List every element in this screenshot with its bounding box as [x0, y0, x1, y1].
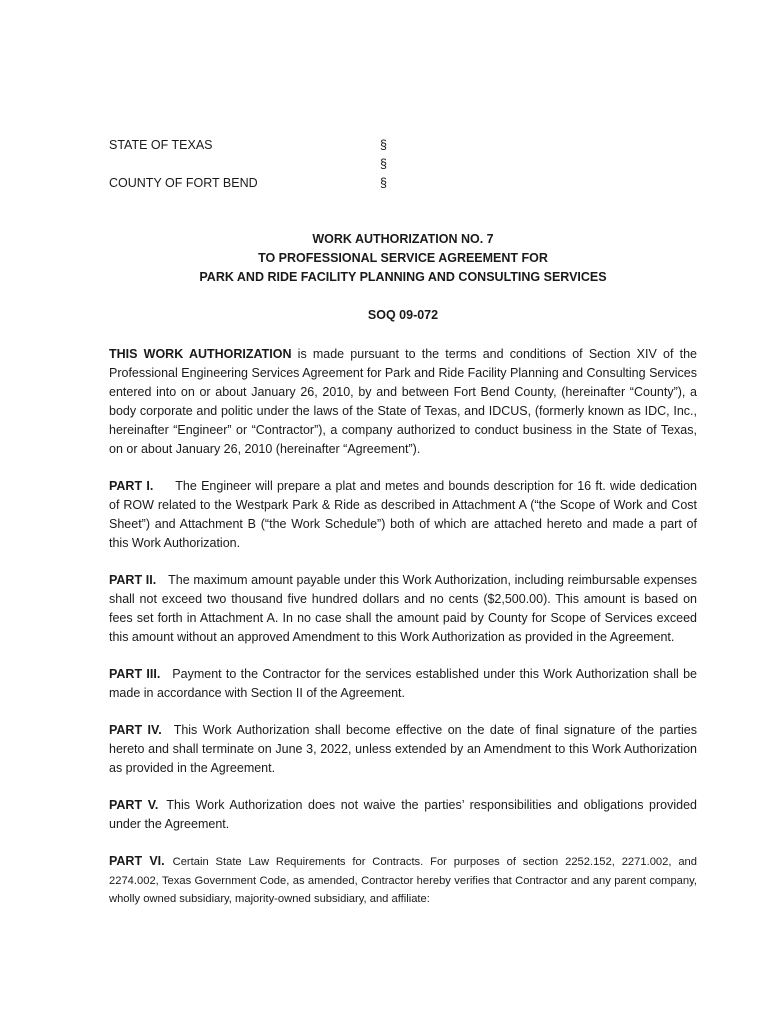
part-1-paragraph: [109, 477, 697, 553]
part-5-paragraph: [109, 796, 697, 834]
title-line-1: WORK AUTHORIZATION NO. 7: [312, 232, 494, 246]
part-3-paragraph: [109, 665, 697, 703]
venue-county-row: [109, 174, 429, 193]
document-title-block: [109, 230, 697, 325]
intro-text: is made pursuant to the terms and conditions of Section XIV of the Professional Engineering Services Agreement for Park and Ride Facility Planning and Consulting Services entered into on or about January 26, 2010, by and between Fort Bend County, (hereinafter “County”), a body corporate and politic under the laws of the State of Texas, and IDCUS, (formerly known as IDC, Inc., hereinafter “Engineer” or “Contractor”), a company authorized to conduct business in the State of Texas, on or about January 26, 2010 (hereinafter “Agreement”).: [109, 347, 697, 456]
soq-number: SOQ 09-072: [367, 308, 439, 322]
venue-block: [109, 136, 429, 193]
part-label: PART IV.: [109, 723, 162, 737]
title-line-3: PARK AND RIDE FACILITY PLANNING AND CONSULTING SERVICES: [199, 270, 607, 284]
venue-middle-row: [109, 155, 429, 174]
document-body: [109, 345, 697, 927]
part-text: This Work Authorization shall become effective on the date of final signature of the parties hereto and shall terminate on June 3, 2022, unless extended by an Amendment to this Work Authorization as provided in the Agreement.: [109, 723, 697, 775]
part-text: Payment to the Contractor for the services established under this Work Authorization shall be made in accordance with Section II of the Agreement.: [109, 667, 697, 700]
part-2-paragraph: [109, 571, 697, 647]
section-symbol: §: [380, 138, 387, 152]
part-label: PART III.: [109, 667, 161, 681]
section-symbol: §: [380, 157, 387, 171]
part-text: The Engineer will prepare a plat and metes and bounds description for 16 ft. wide dedication of ROW related to the Westpark Park & Ride as described in Attachment A (“the Scope of Work and Cost Sheet”) and Attachment B (“the Work Schedule”) both of which are attached hereto and made a part of this Work Authorization.: [109, 479, 697, 550]
part-label: PART VI.: [109, 854, 165, 868]
part-text: Certain State Law Requirements for Contracts. For purposes of section 2252.152, 2271.002, and 2274.002, Texas Government Code, as amended, Contractor hereby verifies that Contractor and any parent company, wholly owned subsidiary, majority-owned subsidiary, and affiliate:: [109, 856, 698, 906]
part-4-paragraph: [109, 721, 697, 778]
intro-paragraph: [109, 345, 697, 459]
title-line-2: TO PROFESSIONAL SERVICE AGREEMENT FOR: [258, 251, 548, 265]
section-symbol: §: [380, 176, 387, 190]
part-label: PART I.: [109, 479, 154, 493]
part-text: This Work Authorization does not waive the parties’ responsibilities and obligations provided under the Agreement.: [109, 798, 697, 831]
state-label: STATE OF TEXAS: [109, 138, 213, 152]
part-text: The maximum amount payable under this Work Authorization, including reimbursable expenses shall not exceed two thousand five hundred dollars and no cents ($2,500.00). This amount is based on fees set forth in Attachment A. In no case shall the amount paid by County for Scope of Services exceed this amount without an approved Amendment to this Work Authorization as provided in the Agreement.: [109, 573, 698, 644]
part-label: PART V.: [109, 798, 159, 812]
county-label: COUNTY OF FORT BEND: [109, 176, 258, 190]
part-6-paragraph: [109, 852, 697, 909]
intro-lead: THIS WORK AUTHORIZATION: [109, 347, 292, 361]
venue-state-row: [109, 136, 429, 155]
part-label: PART II.: [109, 573, 157, 587]
